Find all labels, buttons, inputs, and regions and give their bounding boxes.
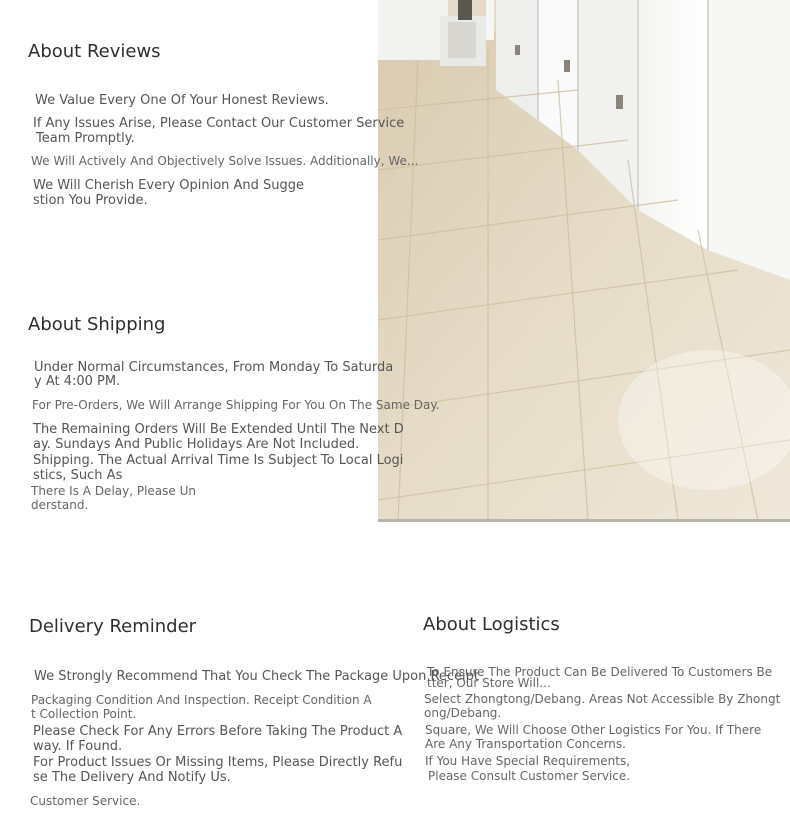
shipping-line-5: ay. Sundays And Public Holidays Are Not Included. — [33, 437, 360, 452]
logistics-line-2: tter, Our Store Will... — [427, 676, 551, 690]
delivery-line-8: Customer Service. — [30, 794, 141, 808]
shipping-line-3: For Pre-Orders, We Will Arrange Shipping For You On The Same Day. — [32, 398, 440, 412]
delivery-line-3: t Collection Point. — [31, 707, 137, 721]
shipping-line-7: stics, Such As — [33, 468, 123, 483]
delivery-line-6: For Product Issues Or Missing Items, Please Directly Refu — [33, 755, 403, 770]
shipping-line-6: Shipping. The Actual Arrival Time Is Subject To Local Logi — [33, 453, 404, 468]
reviews-line-6: stion You Provide. — [33, 193, 148, 208]
logistics-line-7: If You Have Special Requirements, — [425, 754, 631, 768]
logistics-line-6: Are Any Transportation Concerns. — [425, 737, 626, 751]
logistics-line-1: To Ensure The Product Can Be Delivered To Customers Be — [427, 665, 773, 679]
shipping-line-4: The Remaining Orders Will Be Extended Until The Next D — [33, 422, 404, 437]
reviews-line-1: We Value Every One Of Your Honest Reviews. — [35, 93, 329, 108]
reviews-line-2: If Any Issues Arise, Please Contact Our Customer Service — [33, 116, 405, 131]
shipping-line-8: There Is A Delay, Please Un — [31, 484, 196, 498]
delivery-line-2: Packaging Condition And Inspection. Receipt Condition A — [31, 693, 372, 707]
shipping-line-2: y At 4:00 PM. — [34, 374, 121, 389]
shipping-title: About Shipping — [28, 314, 166, 335]
delivery-title: Delivery Reminder — [29, 616, 197, 637]
logistics-line-5: Square, We Will Choose Other Logistics For You. If There — [425, 723, 762, 737]
shipping-line-9: derstand. — [31, 498, 89, 512]
delivery-line-1: We Strongly Recommend That You Check The Package Upon Receipt — [34, 669, 480, 684]
delivery-line-5: way. If Found. — [33, 739, 123, 754]
hallway-photo — [378, 0, 790, 520]
reviews-line-5: We Will Cherish Every Opinion And Sugge — [33, 178, 305, 193]
logistics-title: About Logistics — [423, 614, 560, 635]
hallway-illustration — [378, 0, 790, 520]
delivery-line-7: se The Delivery And Notify Us. — [33, 770, 231, 785]
logistics-line-3: Select Zhongtong/Debang. Areas Not Accessible By Zhongt — [424, 692, 781, 706]
photo-divider — [378, 519, 790, 522]
logistics-line-8: Please Consult Customer Service. — [428, 769, 631, 783]
reviews-title: About Reviews — [28, 41, 161, 62]
shipping-line-1: Under Normal Circumstances, From Monday To Saturda — [34, 360, 394, 375]
reviews-line-3: Team Promptly. — [36, 131, 135, 146]
delivery-line-4: Please Check For Any Errors Before Taking The Product A — [33, 724, 403, 739]
reviews-line-4: We Will Actively And Objectively Solve Issues. Additionally, We... — [31, 154, 419, 168]
logistics-line-4: ong/Debang. — [424, 706, 502, 720]
